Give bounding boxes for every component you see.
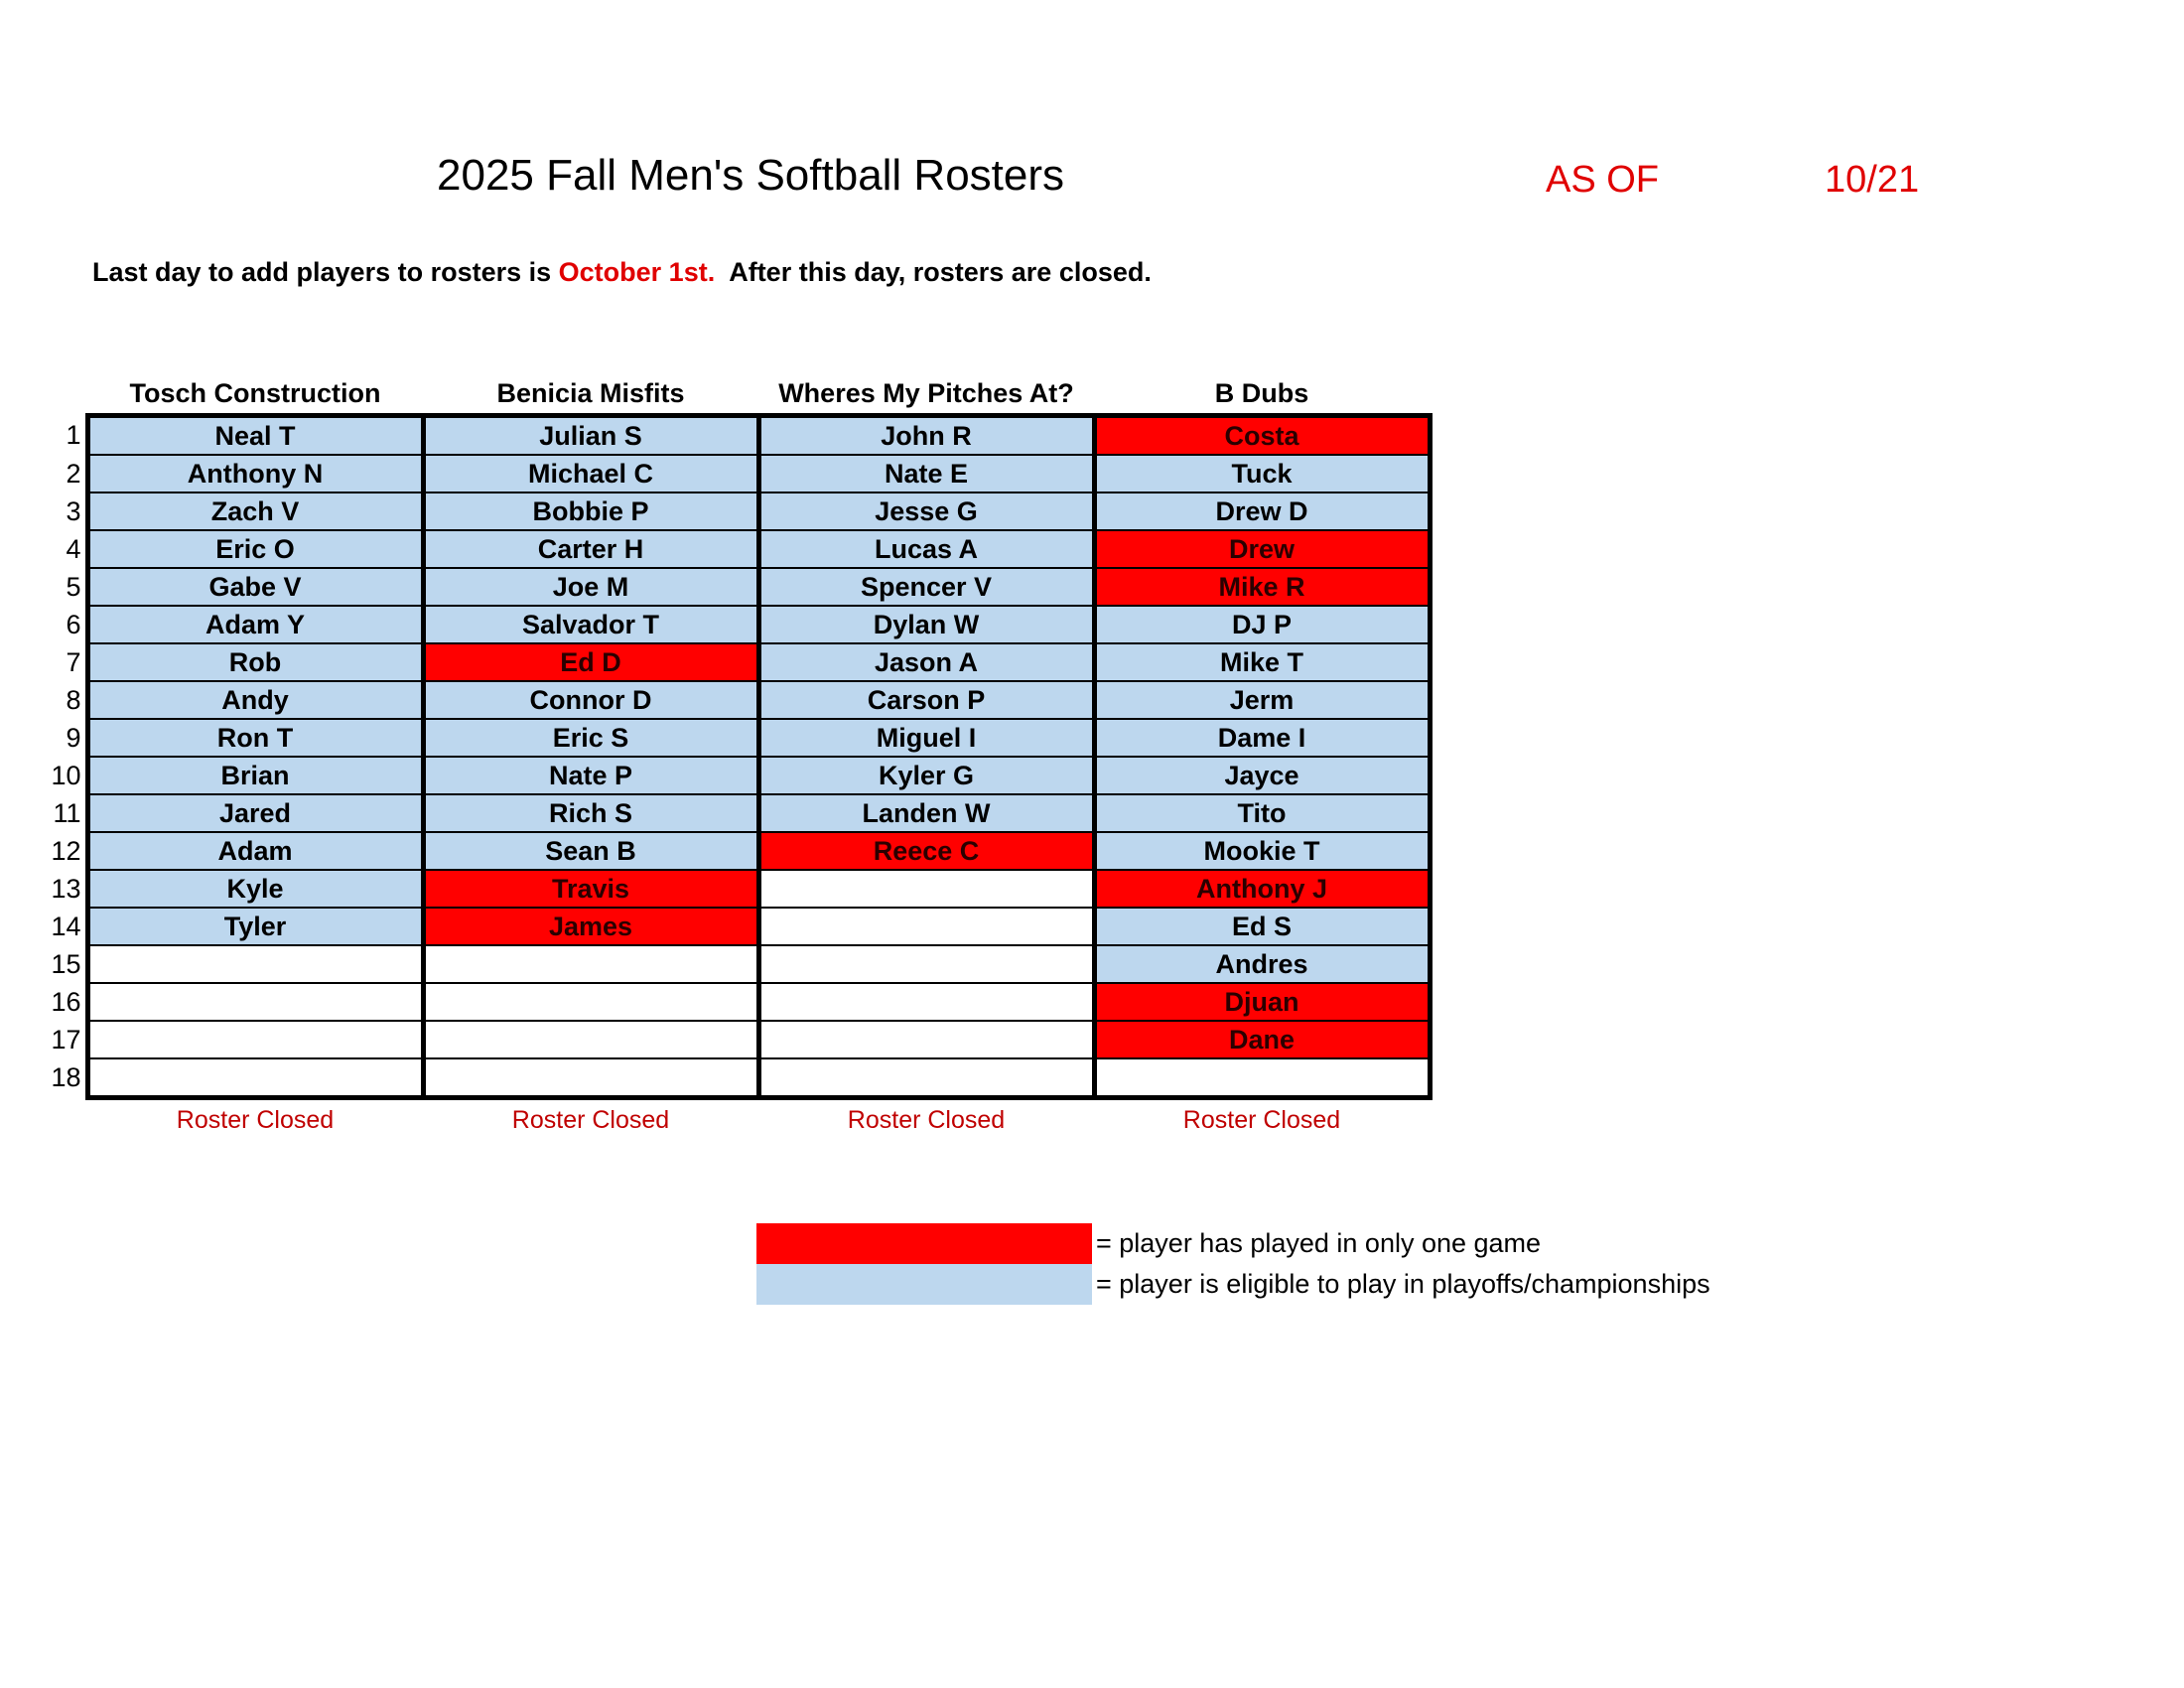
player-cell	[423, 983, 758, 1021]
roster-row	[50, 416, 1430, 456]
row-number: 15	[51, 948, 81, 979]
row-number: 4	[66, 533, 81, 564]
player-cell: Nate E	[758, 455, 1094, 492]
team-name-bdubs: B Dubs	[1214, 377, 1309, 408]
player-cell: Mike R	[1094, 568, 1430, 606]
team-name-pitches: Wheres My Pitches At?	[778, 377, 1074, 408]
roster-row	[50, 643, 1430, 681]
row-number: 6	[66, 609, 81, 639]
roster-row	[50, 719, 1430, 757]
player-cell	[87, 1058, 423, 1098]
player-cell: Drew	[1094, 530, 1430, 568]
player-cell	[758, 870, 1094, 908]
player-cell	[758, 908, 1094, 945]
legend-swatch-red	[756, 1223, 1092, 1264]
player-cell: Anthony N	[87, 455, 423, 492]
row-number: 13	[51, 873, 81, 904]
player-cell: Anthony J	[1094, 870, 1430, 908]
player-cell: Travis	[423, 870, 758, 908]
player-cell: Dane	[1094, 1021, 1430, 1058]
legend-eligible	[756, 1264, 1710, 1305]
player-cell: Adam Y	[87, 606, 423, 643]
player-cell: Djuan	[1094, 983, 1430, 1021]
notice-deadline-date: October 1st.	[558, 257, 716, 287]
row-number: 11	[53, 797, 81, 828]
player-cell: DJ P	[1094, 606, 1430, 643]
color-legend	[756, 1223, 1710, 1305]
player-cell	[1094, 1058, 1430, 1098]
row-number: 2	[66, 458, 81, 489]
player-cell: Bobbie P	[423, 492, 758, 530]
roster-row	[50, 1021, 1430, 1058]
legend-one-game-text: = player has played in only one game	[1096, 1228, 1542, 1258]
player-cell: Dame I	[1094, 719, 1430, 757]
row-number: 12	[51, 835, 81, 866]
player-cell	[423, 1058, 758, 1098]
player-cell: Tuck	[1094, 455, 1430, 492]
team-name-tosch: Tosch Construction	[129, 377, 381, 408]
player-cell: Kyler G	[758, 757, 1094, 794]
player-cell: Carter H	[423, 530, 758, 568]
player-cell: Gabe V	[87, 568, 423, 606]
legend-one-game	[756, 1223, 1710, 1264]
roster-deadline-notice	[92, 257, 1152, 288]
roster-row	[50, 455, 1430, 492]
row-number: 14	[51, 911, 81, 941]
row-number: 9	[66, 722, 81, 753]
player-cell: Connor D	[423, 681, 758, 719]
as-of-date: 10/21	[1825, 159, 1920, 201]
notice-text-before: Last day to add players to rosters is	[92, 257, 559, 287]
player-cell: Andres	[1094, 945, 1430, 983]
player-cell: Nate P	[423, 757, 758, 794]
player-cell: Carson P	[758, 681, 1094, 719]
player-cell: Joe M	[423, 568, 758, 606]
row-number: 8	[66, 684, 81, 715]
roster-row	[50, 530, 1430, 568]
status-spacer	[50, 1098, 87, 1141]
roster-row	[50, 870, 1430, 908]
notice-text-after: After this day, rosters are closed.	[715, 257, 1152, 287]
player-cell: Ed D	[423, 643, 758, 681]
player-cell: Eric S	[423, 719, 758, 757]
player-cell: Mookie T	[1094, 832, 1430, 870]
player-cell	[87, 1021, 423, 1058]
player-cell: Spencer V	[758, 568, 1094, 606]
player-cell	[87, 945, 423, 983]
player-cell: Mike T	[1094, 643, 1430, 681]
player-cell: James	[423, 908, 758, 945]
player-cell	[758, 945, 1094, 983]
player-cell: Sean B	[423, 832, 758, 870]
player-cell: Tyler	[87, 908, 423, 945]
player-cell: Julian S	[423, 416, 758, 456]
player-cell: Costa	[1094, 416, 1430, 456]
team-header-row	[50, 373, 1430, 416]
row-number: 1	[66, 419, 81, 450]
player-cell: John R	[758, 416, 1094, 456]
player-cell	[758, 1058, 1094, 1098]
player-cell: Ed S	[1094, 908, 1430, 945]
player-cell: Eric O	[87, 530, 423, 568]
roster-table	[50, 373, 1433, 1140]
player-cell: Brian	[87, 757, 423, 794]
player-cell: Miguel I	[758, 719, 1094, 757]
row-number: 5	[66, 571, 81, 602]
player-cell: Tito	[1094, 794, 1430, 832]
roster-row	[50, 1058, 1430, 1098]
player-cell: Jared	[87, 794, 423, 832]
roster-status-tosch: Roster Closed	[176, 1105, 335, 1134]
roster-row	[50, 945, 1430, 983]
player-cell: Jerm	[1094, 681, 1430, 719]
team-name-benicia: Benicia Misfits	[496, 377, 685, 408]
player-cell	[423, 1021, 758, 1058]
roster-row	[50, 568, 1430, 606]
roster-status-pitches: Roster Closed	[847, 1105, 1006, 1134]
player-cell: Adam	[87, 832, 423, 870]
player-cell: Lucas A	[758, 530, 1094, 568]
roster-row	[50, 832, 1430, 870]
roster-status-benicia: Roster Closed	[511, 1105, 670, 1134]
roster-row	[50, 681, 1430, 719]
player-cell: Dylan W	[758, 606, 1094, 643]
roster-row	[50, 492, 1430, 530]
roster-row	[50, 908, 1430, 945]
row-number: 3	[66, 495, 81, 526]
player-cell	[758, 983, 1094, 1021]
roster-row	[50, 794, 1430, 832]
player-cell: Jesse G	[758, 492, 1094, 530]
player-cell: Drew D	[1094, 492, 1430, 530]
page-title: 2025 Fall Men's Softball Rosters	[437, 151, 1065, 200]
player-cell	[758, 1021, 1094, 1058]
player-cell: Ron T	[87, 719, 423, 757]
player-cell	[423, 945, 758, 983]
player-cell: Salvador T	[423, 606, 758, 643]
player-cell: Kyle	[87, 870, 423, 908]
player-cell: Landen W	[758, 794, 1094, 832]
player-cell: Andy	[87, 681, 423, 719]
row-number: 10	[51, 760, 81, 790]
roster-status-bdubs: Roster Closed	[1182, 1105, 1341, 1134]
as-of-label: AS OF	[1546, 159, 1660, 201]
row-number-header	[50, 373, 87, 416]
row-number: 16	[51, 986, 81, 1017]
player-cell: Zach V	[87, 492, 423, 530]
player-cell	[87, 983, 423, 1021]
roster-row	[50, 983, 1430, 1021]
player-cell: Jason A	[758, 643, 1094, 681]
player-cell: Rich S	[423, 794, 758, 832]
player-cell: Neal T	[87, 416, 423, 456]
row-number: 17	[51, 1024, 81, 1055]
roster-status-row	[50, 1098, 1430, 1141]
player-cell: Jayce	[1094, 757, 1430, 794]
row-number: 18	[51, 1062, 81, 1093]
roster-row	[50, 757, 1430, 794]
player-cell: Michael C	[423, 455, 758, 492]
player-cell: Rob	[87, 643, 423, 681]
legend-swatch-blue	[756, 1264, 1092, 1305]
roster-body	[50, 416, 1430, 1098]
player-cell: Reece C	[758, 832, 1094, 870]
roster-row	[50, 606, 1430, 643]
row-number: 7	[66, 646, 81, 677]
legend-eligible-text: = player is eligible to play in playoffs/championships	[1096, 1269, 1710, 1299]
